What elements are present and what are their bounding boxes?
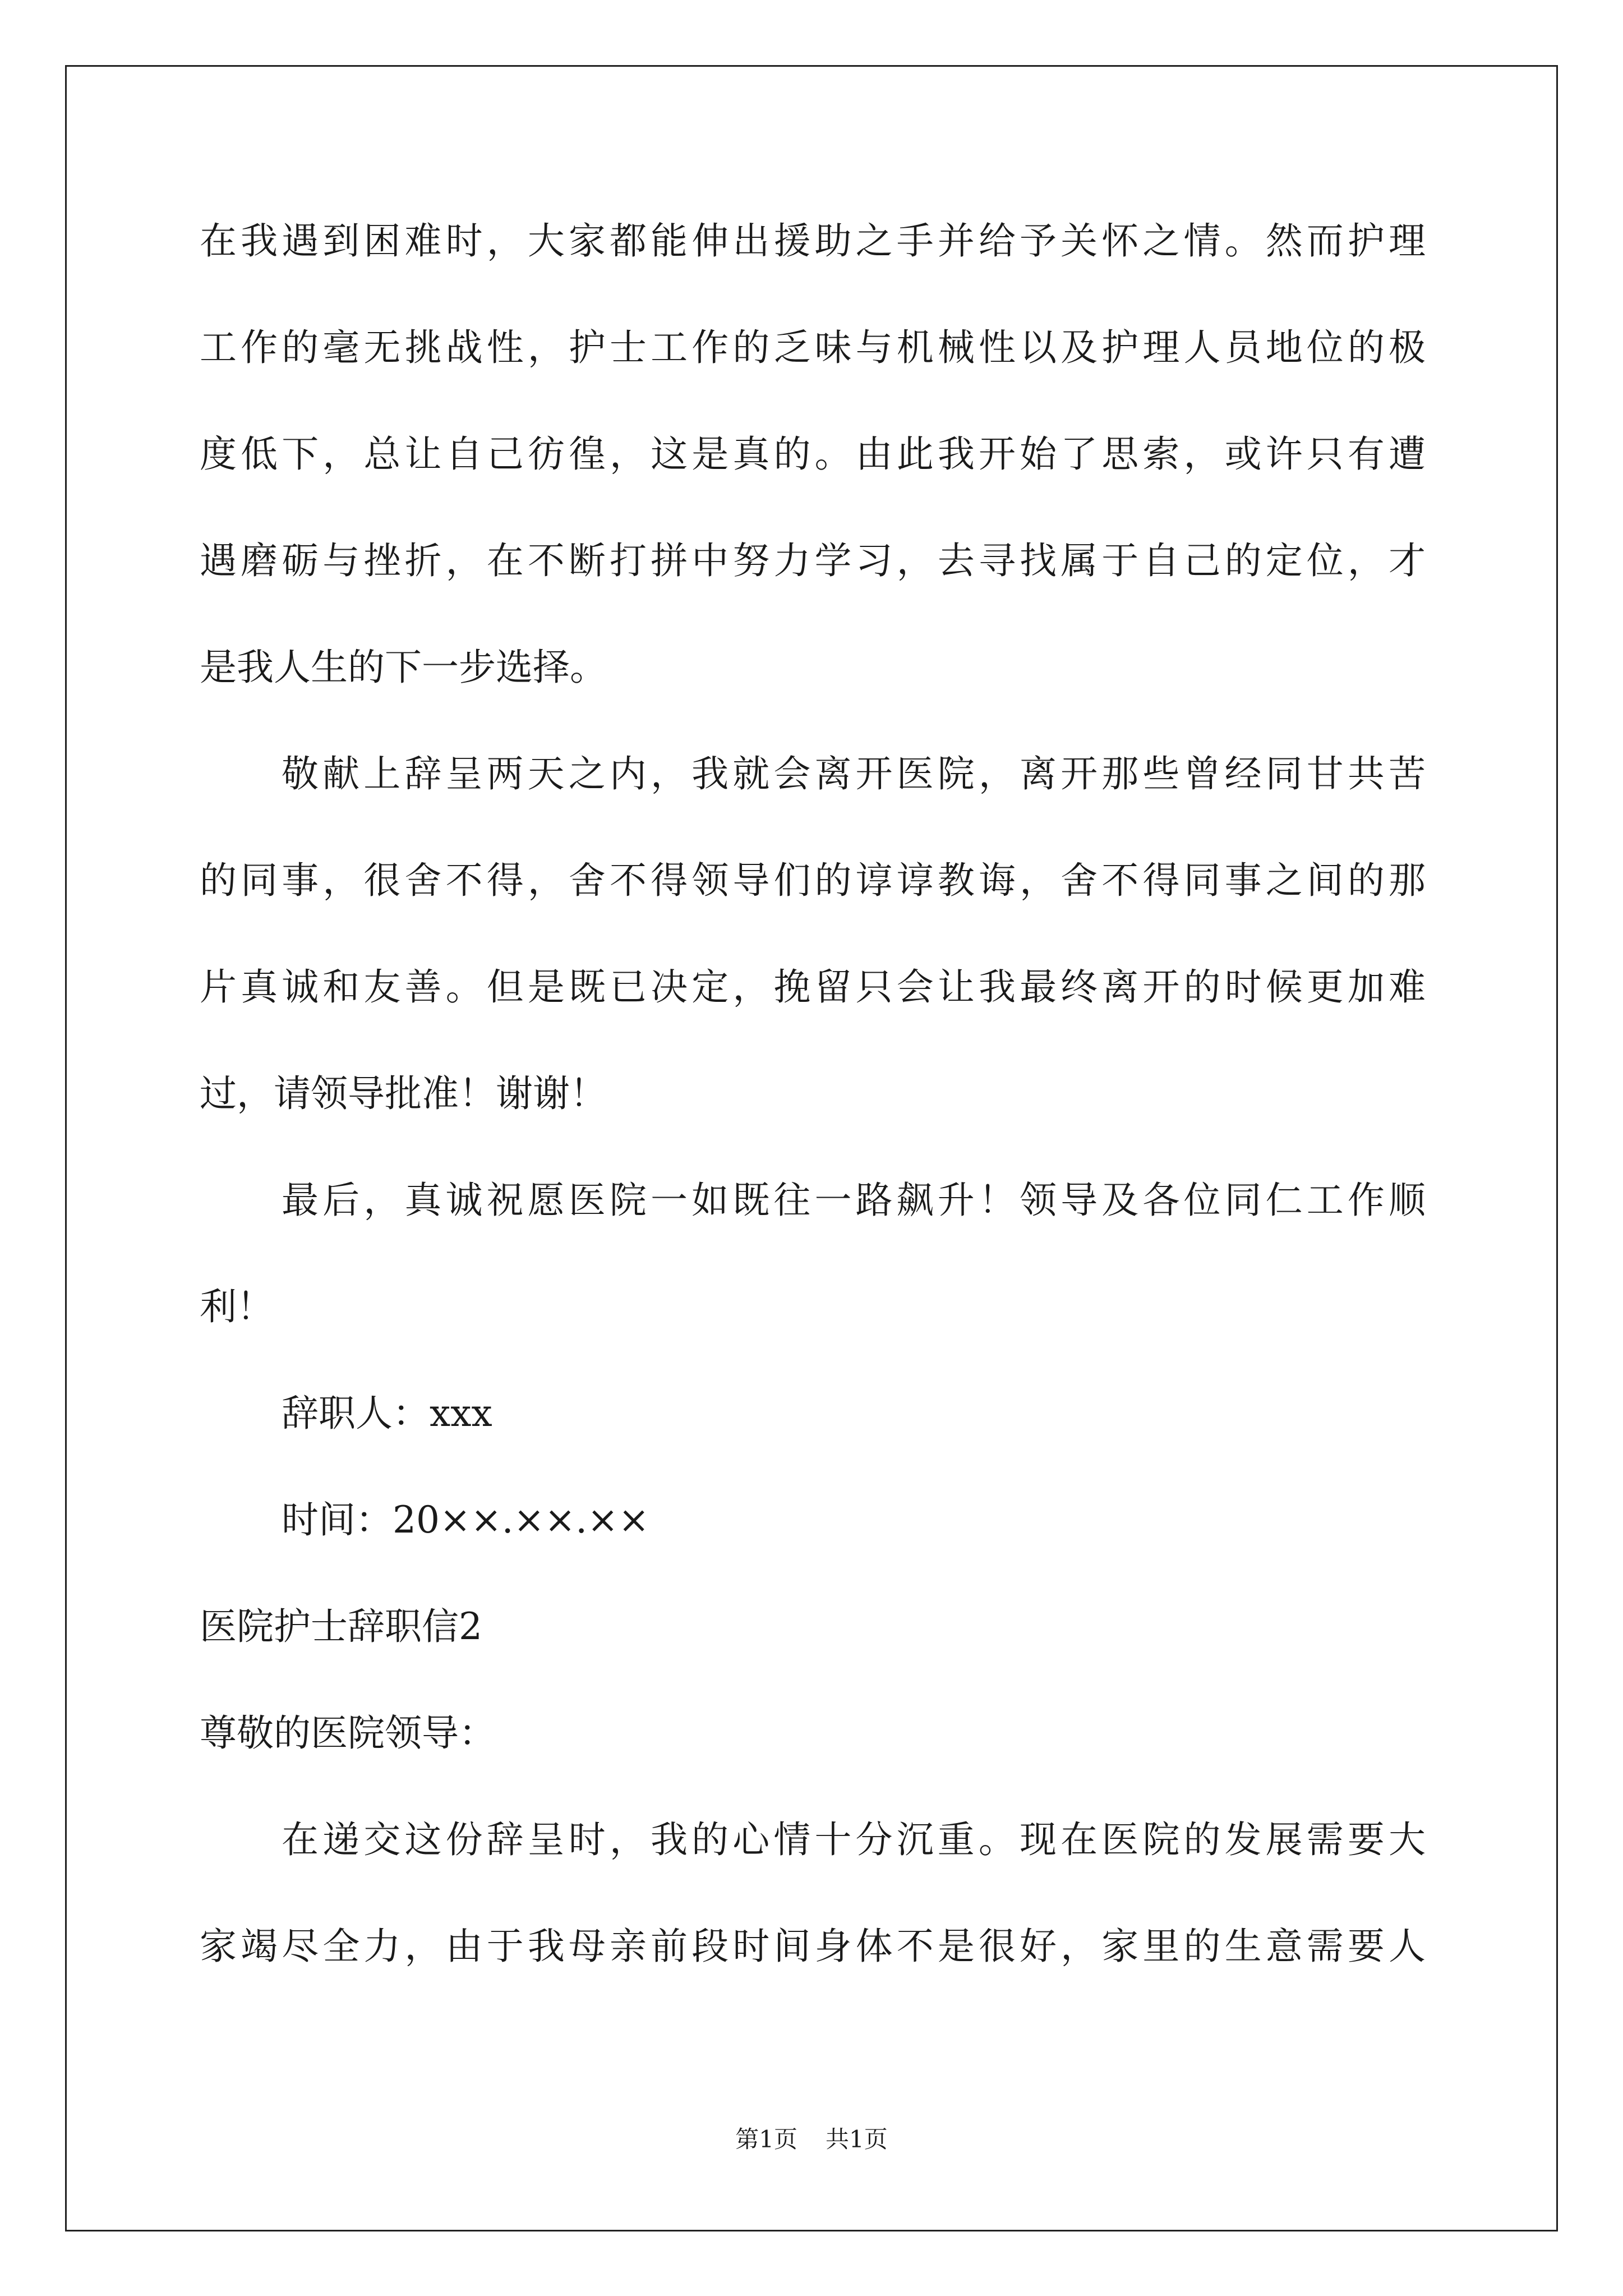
text-line: 度低下，总让自己彷徨，这是真的。由此我开始了思索，或许只有遭 [200,432,1426,476]
paragraph-first-line: 在递交这份辞呈时，我的心情十分沉重。现在医院的发展需要大 [282,1818,1426,1861]
text-line: 是我人生的下一步选择。 [200,646,607,689]
date-line: 时间：20××.××.×× [282,1498,649,1542]
text-line: 遇磨砺与挫折，在不断打拼中努力学习，去寻找属于自己的定位，才 [200,539,1426,582]
text-line: 的同事，很舍不得，舍不得领导们的谆谆教诲，舍不得同事之间的那 [200,859,1426,902]
text-line: 利！ [200,1285,274,1328]
signature-line: 辞职人：xxx [282,1392,492,1435]
text-line: 过，请领导批准！谢谢！ [200,1072,607,1115]
paragraph-first-line: 敬献上辞呈两天之内，我就会离开医院，离开那些曾经同甘共苦 [282,752,1426,795]
paragraph-first-line: 最后，真诚祝愿医院一如既往一路飙升！领导及各位同仁工作顺 [282,1179,1426,1222]
document-body [200,213,1426,2025]
page-total: 共1页 [826,2125,888,2153]
page-number: 第1页 [735,2125,797,2153]
salutation: 尊敬的医院领导： [200,1711,496,1755]
page-footer [0,2123,1623,2156]
text-line: 家竭尽全力，由于我母亲前段时间身体不是很好，家里的生意需要人 [200,1925,1426,1968]
text-line: 片真诚和友善。但是既已决定，挽留只会让我最终离开的时候更加难 [200,965,1426,1009]
section-title: 医院护士辞职信2 [200,1605,482,1648]
text-line: 工作的毫无挑战性，护士工作的乏味与机械性以及护理人员地位的极 [200,326,1426,369]
text-line: 在我遇到困难时，大家都能伸出援助之手并给予关怀之情。然而护理 [200,219,1426,263]
